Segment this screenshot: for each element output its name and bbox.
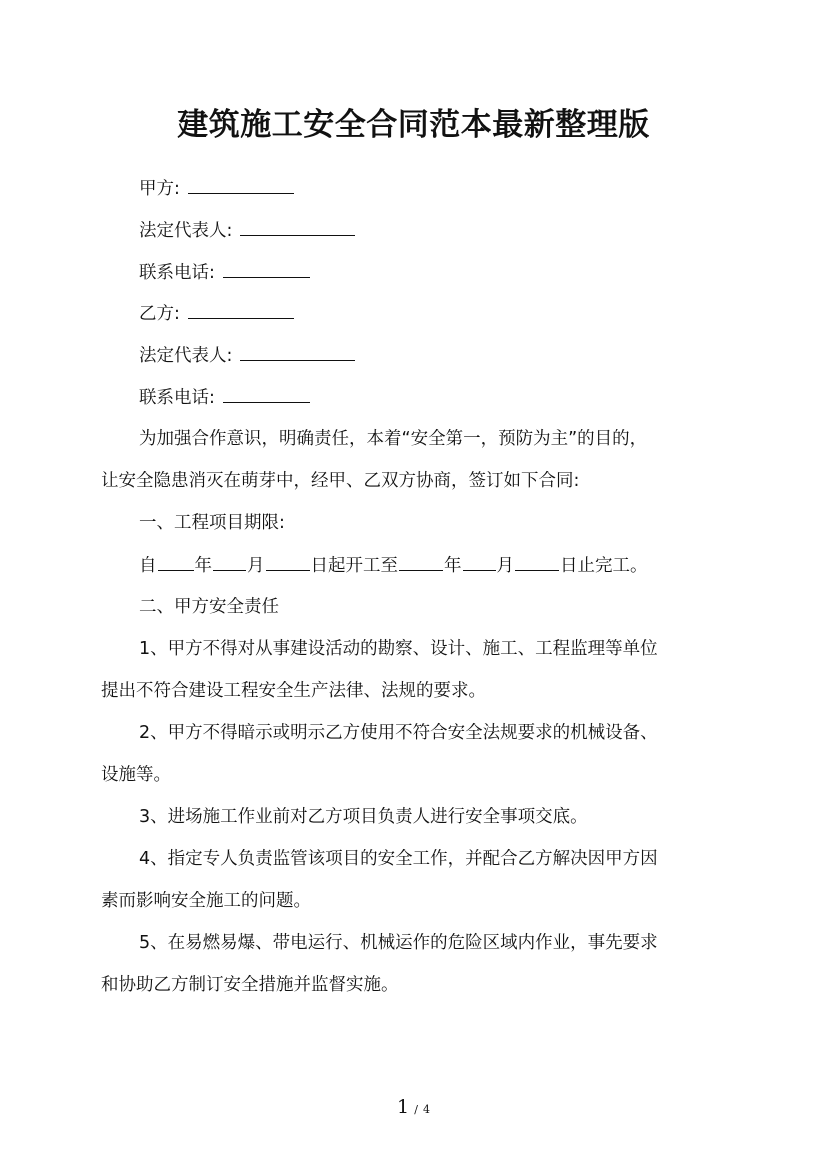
clause-line: 设施等。 — [101, 765, 171, 785]
section-heading: 一、工程项目期限: — [139, 513, 285, 533]
section-heading: 二、甲方安全责任 — [139, 597, 279, 617]
project-period-line — [139, 552, 648, 579]
period-text: 年 — [194, 556, 212, 576]
period-text: 自 — [139, 556, 157, 576]
period-text: 日起开工至 — [310, 556, 398, 576]
page-title: 建筑施工安全合同范本最新整理版 — [177, 107, 650, 143]
clause-line: 和协助乙方制订安全措施并监督实施。 — [101, 975, 399, 995]
party-b-rep-blank — [240, 342, 355, 361]
clause-line: 提出不符合建设工程安全生产法律、法规的要求。 — [101, 681, 486, 701]
party-b-blank — [188, 300, 294, 319]
page-number — [0, 1096, 827, 1118]
party-a-label: 甲方: — [139, 179, 180, 199]
intro-paragraph-line: 为加强合作意识，明确责任，本着“安全第一，预防为主”的目的， — [139, 429, 648, 449]
clause-line: 3、进场施工作业前对乙方项目负责人进行安全事项交底。 — [139, 807, 588, 827]
period-text: 月 — [496, 556, 514, 576]
party-a-phone-field — [139, 259, 311, 286]
party-a-rep-field — [139, 217, 356, 244]
intro-paragraph-line: 让安全隐患消灭在萌芽中，经甲、乙双方协商，签订如下合同: — [101, 471, 580, 491]
party-a-rep-label: 法定代表人: — [139, 221, 233, 241]
party-b-label: 乙方: — [139, 304, 180, 324]
start-month-blank — [213, 552, 246, 571]
end-day-blank — [515, 552, 559, 571]
period-text: 年 — [444, 556, 462, 576]
clause-line: 1、甲方不得对从事建设活动的勘察、设计、施工、工程监理等单位 — [139, 639, 658, 659]
party-a-phone-label: 联系电话: — [139, 263, 215, 283]
period-text: 月 — [247, 556, 265, 576]
page-total: 4 — [423, 1103, 430, 1116]
party-b-phone-field — [139, 384, 311, 411]
page-current: 1 — [397, 1096, 410, 1118]
clause-line: 素而影响安全施工的问题。 — [101, 891, 311, 911]
clause-line: 4、指定专人负责监管该项目的安全工作，并配合乙方解决因甲方因 — [139, 849, 658, 869]
party-b-rep-field — [139, 342, 356, 369]
end-month-blank — [463, 552, 496, 571]
party-b-rep-label: 法定代表人: — [139, 346, 233, 366]
party-a-phone-blank — [223, 259, 310, 278]
party-b-phone-blank — [223, 384, 310, 403]
clause-line: 5、在易燃易爆、带电运行、机械运作的危险区域内作业，事先要求 — [139, 933, 658, 953]
clause-line: 2、甲方不得暗示或明示乙方使用不符合安全法规要求的机械设备、 — [139, 723, 658, 743]
party-b-field — [139, 300, 295, 327]
party-a-rep-blank — [240, 217, 355, 236]
party-a-blank — [188, 175, 294, 194]
start-day-blank — [266, 552, 310, 571]
end-year-blank — [399, 552, 443, 571]
party-a-field — [139, 175, 295, 202]
period-text: 日止完工。 — [560, 556, 648, 576]
start-year-blank — [158, 552, 194, 571]
page-separator: / — [414, 1103, 418, 1116]
party-b-phone-label: 联系电话: — [139, 388, 215, 408]
